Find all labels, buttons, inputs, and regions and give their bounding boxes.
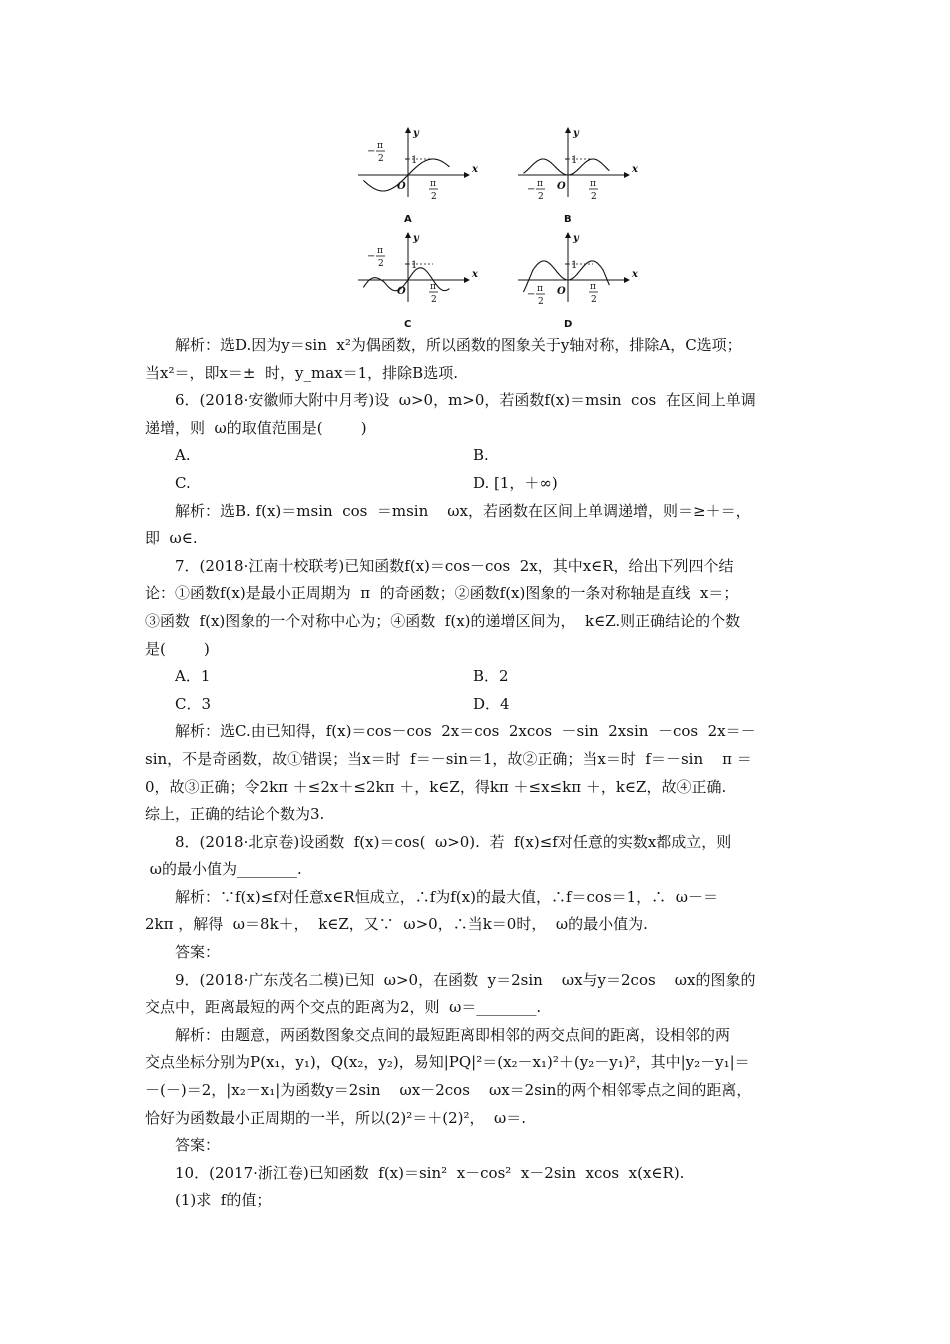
- tick-label-pi: π: [377, 141, 383, 151]
- graph-panel-label: A: [404, 214, 412, 225]
- options-row: [145, 663, 835, 691]
- tick-label-pi: π: [430, 179, 436, 189]
- graphs-svg: [340, 120, 640, 335]
- tick-label-pi: π: [590, 282, 596, 292]
- tick-label-pi: π: [537, 284, 543, 294]
- text-line: 解析：选D.因为y＝sin x²为偶函数，所以函数的图象关于y轴对称，排除A，C选项；: [175, 336, 742, 354]
- text-line: 即 ω∈.: [145, 529, 198, 548]
- function-curve: [363, 268, 449, 291]
- x-axis-arrow: [464, 172, 470, 178]
- option-label: A．1: [175, 667, 211, 686]
- tick-label-one: 1: [411, 260, 418, 271]
- origin-label: O: [397, 181, 406, 192]
- text-line: ③函数 f(x)图象的一个对称中心为；④函数 f(x)的递增区间为， k∈Z.则正确结论的个数: [145, 611, 741, 630]
- x-axis-label: x: [632, 164, 638, 175]
- option-label: B.: [473, 446, 489, 465]
- text-line: ω的最小值为________.: [145, 860, 302, 879]
- x-axis-label: x: [472, 269, 478, 280]
- option-label: D. [1，＋∞): [473, 473, 558, 492]
- tick-label-two: 2: [431, 295, 437, 305]
- text-line: 论：①函数f(x)是最小正周期为 π 的奇函数；②函数f(x)图象的一条对称轴是直线 x＝；: [145, 584, 739, 603]
- y-axis-label: y: [413, 233, 419, 244]
- options-row: [145, 691, 835, 719]
- minus-sign: −: [367, 146, 376, 157]
- tick-label-pi: π: [537, 179, 543, 189]
- graph-panel-label: C: [404, 319, 412, 330]
- text-line: 当x²＝，即x＝± 时，y_max＝1，排除B选项.: [145, 363, 458, 382]
- y-axis-arrow: [405, 127, 411, 133]
- answer-choice-graphs: [340, 120, 640, 335]
- function-curve: [523, 159, 609, 175]
- text-line: 答案：: [175, 943, 221, 962]
- text-line: 解析：∵f(x)≤f对任意x∈R恒成立，∴f为f(x)的最大值，∴f＝cos＝1，∴ ω－＝: [175, 887, 718, 906]
- minus-sign: −: [527, 184, 536, 195]
- text-line: 是( ): [145, 639, 210, 658]
- x-axis-arrow: [464, 277, 470, 283]
- text-line: 解析：选B. f(x)＝msin cos ＝msin ωx，若函数在区间上单调递增，则＝≥＋＝，: [175, 501, 751, 520]
- graph-panel-label: B: [564, 214, 572, 225]
- text-line: 递增，则 ω的取值范围是( ): [145, 418, 367, 437]
- text-line: sin，不是奇函数，故①错误；当x＝时 f＝－sin＝1，故②正确；当x＝时 f＝－sin π ＝: [145, 749, 752, 768]
- tick-label-one: 1: [571, 260, 578, 271]
- x-axis-label: x: [472, 164, 478, 175]
- option-label: D．4: [473, 694, 510, 713]
- tick-label-pi: π: [590, 179, 596, 189]
- options-row: [145, 442, 835, 470]
- x-axis-arrow: [624, 172, 630, 178]
- text-line: 2kπ ，解得 ω＝8k＋， k∈Z，又∵ ω>0，∴当k＝0时， ω的最小值为.: [145, 915, 648, 934]
- options-row: [145, 470, 835, 498]
- text-line: 综上，正确的结论个数为3.: [145, 805, 325, 824]
- y-axis-label: y: [573, 233, 579, 244]
- tick-label-two: 2: [378, 154, 384, 164]
- text-line: 10．(2017·浙江卷)已知函数 f(x)＝sin² x－cos² x－2sin xcos x(x∈R).: [175, 1163, 685, 1182]
- y-axis-arrow: [565, 127, 571, 133]
- text-line: 8．(2018·北京卷)设函数 f(x)＝cos( ω>0). 若 f(x)≤f对任意的实数x都成立，则: [175, 832, 732, 851]
- problem-text: [145, 332, 835, 1215]
- text-line: 解析：由题意，两函数图象交点间的最短距离即相邻的两交点间的距离，设相邻的两: [175, 1025, 731, 1044]
- text-line: －(－)＝2，|x₂－x₁|为函数y＝2sin ωx－2cos ωx＝2sin的两个相邻零点之间的距离，: [145, 1081, 752, 1100]
- tick-label-two: 2: [591, 192, 597, 202]
- tick-label-pi: π: [377, 246, 383, 256]
- text-line: 交点坐标分别为P(x₁，y₁)，Q(x₂，y₂)，易知|PQ|²＝(x₂－x₁)²＋(y₂－y₁)²，其中|y₂－y₁|＝: [145, 1053, 750, 1072]
- text-line: 7．(2018·江南十校联考)已知函数f(x)＝cos－cos 2x，其中x∈R，给出下列四个结: [175, 556, 734, 575]
- tick-label-two: 2: [431, 192, 437, 202]
- option-label: C．3: [175, 694, 212, 713]
- x-axis-arrow: [624, 277, 630, 283]
- tick-label-two: 2: [538, 192, 544, 202]
- tick-label-pi: π: [430, 282, 436, 292]
- text-line: 恰好为函数最小正周期的一半，所以(2)²＝＋(2)²， ω＝.: [145, 1108, 527, 1127]
- x-axis-label: x: [632, 269, 638, 280]
- origin-label: O: [397, 286, 406, 297]
- graph-panel-label: D: [564, 319, 573, 330]
- text-line: 6．(2018·安徽师大附中月考)设 ω>0，m>0，若函数f(x)＝msin cos 在区间上单调: [175, 391, 756, 410]
- tick-label-two: 2: [538, 297, 544, 307]
- y-axis-arrow: [565, 232, 571, 238]
- option-label: A.: [175, 446, 191, 465]
- y-axis-label: y: [573, 128, 579, 139]
- tick-label-one: 1: [571, 155, 578, 166]
- text-line: 答案：: [175, 1136, 221, 1155]
- y-axis-label: y: [413, 128, 419, 139]
- origin-label: O: [557, 286, 566, 297]
- tick-label-two: 2: [591, 295, 597, 305]
- option-label: B．2: [473, 667, 509, 686]
- tick-label-two: 2: [378, 259, 384, 269]
- origin-label: O: [557, 181, 566, 192]
- minus-sign: −: [367, 251, 376, 262]
- text-line: 0，故③正确；令2kπ ＋≤2x＋≤2kπ ＋，k∈Z，得kπ ＋≤x≤kπ ＋，k∈Z，故④正确.: [145, 777, 727, 796]
- text-line: (1)求 f的值；: [175, 1191, 272, 1210]
- minus-sign: −: [527, 289, 536, 300]
- text-line: 9．(2018·广东茂名二模)已知 ω>0，在函数 y＝2sin ωx与y＝2cos ωx的图象的: [175, 970, 756, 989]
- tick-label-one: 1: [411, 155, 418, 166]
- text-line: 解析：选C.由已知得，f(x)＝cos－cos 2x＝cos 2xcos －sin 2xsin －cos 2x＝－: [175, 722, 756, 741]
- text-line: 交点中，距离最短的两个交点的距离为2，则 ω＝________.: [145, 998, 542, 1017]
- option-label: C.: [175, 473, 191, 492]
- y-axis-arrow: [405, 232, 411, 238]
